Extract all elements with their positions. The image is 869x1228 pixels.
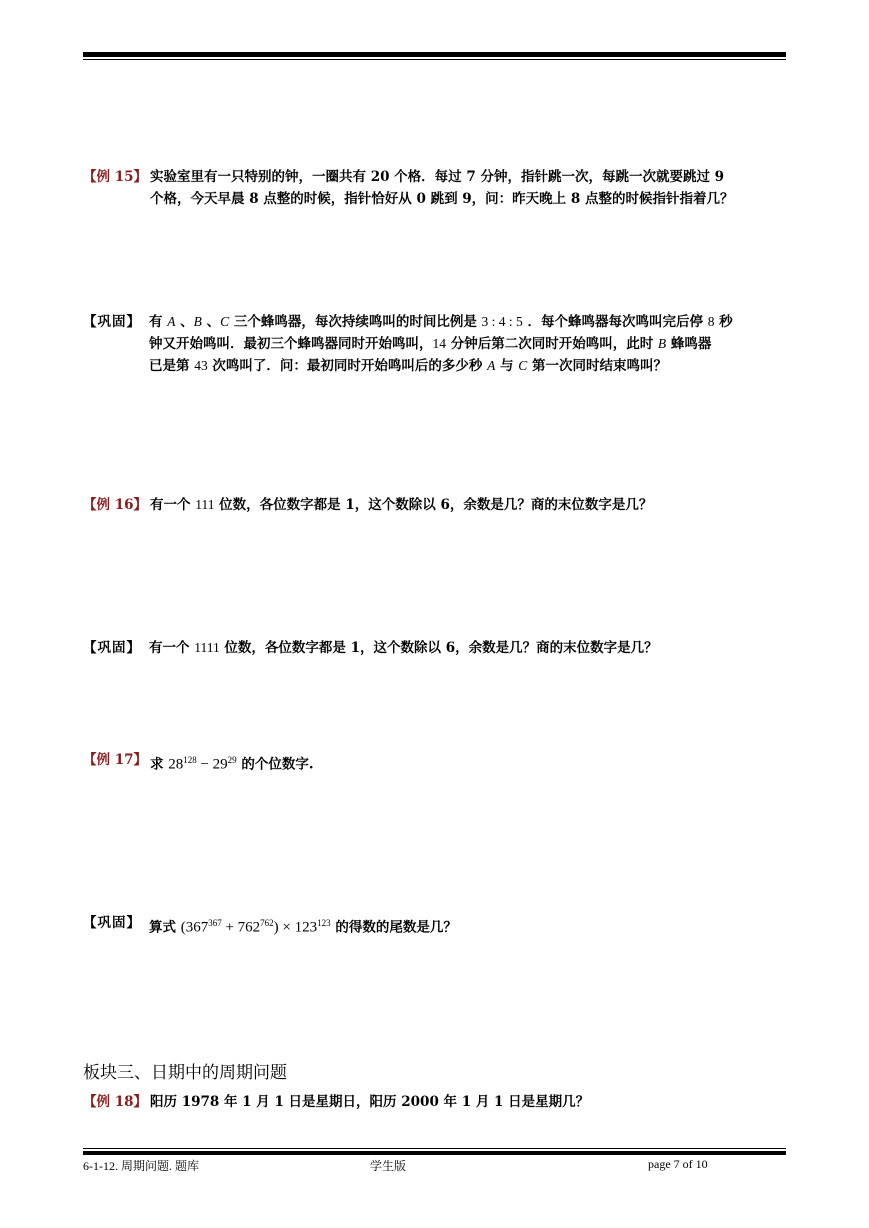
problem-example-17 xyxy=(83,749,788,776)
problem-tag: 【巩固】 xyxy=(83,314,141,330)
footer-rule xyxy=(83,1151,786,1155)
footer-edition: 学生版 xyxy=(370,1159,407,1173)
problem-consolidation-1 xyxy=(83,311,788,377)
section-heading: 板块三、日期中的周期问题 xyxy=(83,1063,287,1083)
footer-doc-id: 6-1-12. 周期问题. 题库 xyxy=(83,1159,199,1173)
problem-text: 有一个 1111 位数，各位数字都是 1，这个数除以 6，余数是几？商的末位数字是几？ xyxy=(149,640,658,656)
problem-tag: 【巩固】 xyxy=(83,640,141,656)
footer-page-number: page 7 of 10 xyxy=(648,1157,708,1171)
header-rule-thin xyxy=(83,59,786,60)
problem-consolidation-3 xyxy=(83,912,788,939)
problem-tag: 【例 16】 xyxy=(83,497,147,513)
problem-example-18 xyxy=(83,1091,788,1113)
problem-example-16 xyxy=(83,494,788,516)
problem-text: 有 A 、B 、C 三个蜂鸣器，每次持续鸣叫的时间比例是 3 : 4 : 5 ．每个蜂鸣器每次鸣叫完后停 8 秒 钟又开始鸣叫．最初三个蜂鸣器同时开始鸣叫，14 分钟后第二次同时开始鸣叫，此时 B 蜂鸣器 已是第 43 次鸣叫了．问：最初同时开始鸣叫后的多少秒 A 与 C 第一次同时结束鸣叫？ xyxy=(149,314,733,374)
problem-example-15 xyxy=(83,166,788,210)
problem-tag: 【巩固】 xyxy=(83,915,141,931)
problem-tag: 【例 15】 xyxy=(83,169,147,185)
problem-tag: 【例 18】 xyxy=(83,1094,147,1110)
problem-text: 有一个 111 位数，各位数字都是 1，这个数除以 6，余数是几？商的末位数字是几？ xyxy=(150,497,653,513)
problem-text: 求 $28^{128} - 29^{29}$ 的个位数字. xyxy=(150,755,314,773)
problem-tag: 【例 17】 xyxy=(83,752,147,768)
problem-text: 阳历 1978 年 1 月 1 日是星期日，阳历 2000 年 1 月 1 日是星期几？ xyxy=(150,1094,590,1110)
header-rule xyxy=(83,52,786,57)
problem-text: 实验室里有一只特别的钟，一圈共有 20 个格．每过 7 分钟，指针跳一次，每跳一次就要跳过 9 个格，今天早晨 8 点整的时候，指针恰好从 0 跳到 9，问：昨天晚上 8 点整的时候指针指着几？ xyxy=(150,169,734,207)
problem-text: 算式 $(367^{367} + 762^{762}) \times 123^{123}$ 的得数的尾数是几？ xyxy=(149,918,457,936)
problem-consolidation-2 xyxy=(83,637,788,659)
footer-rule-thin xyxy=(83,1148,786,1149)
